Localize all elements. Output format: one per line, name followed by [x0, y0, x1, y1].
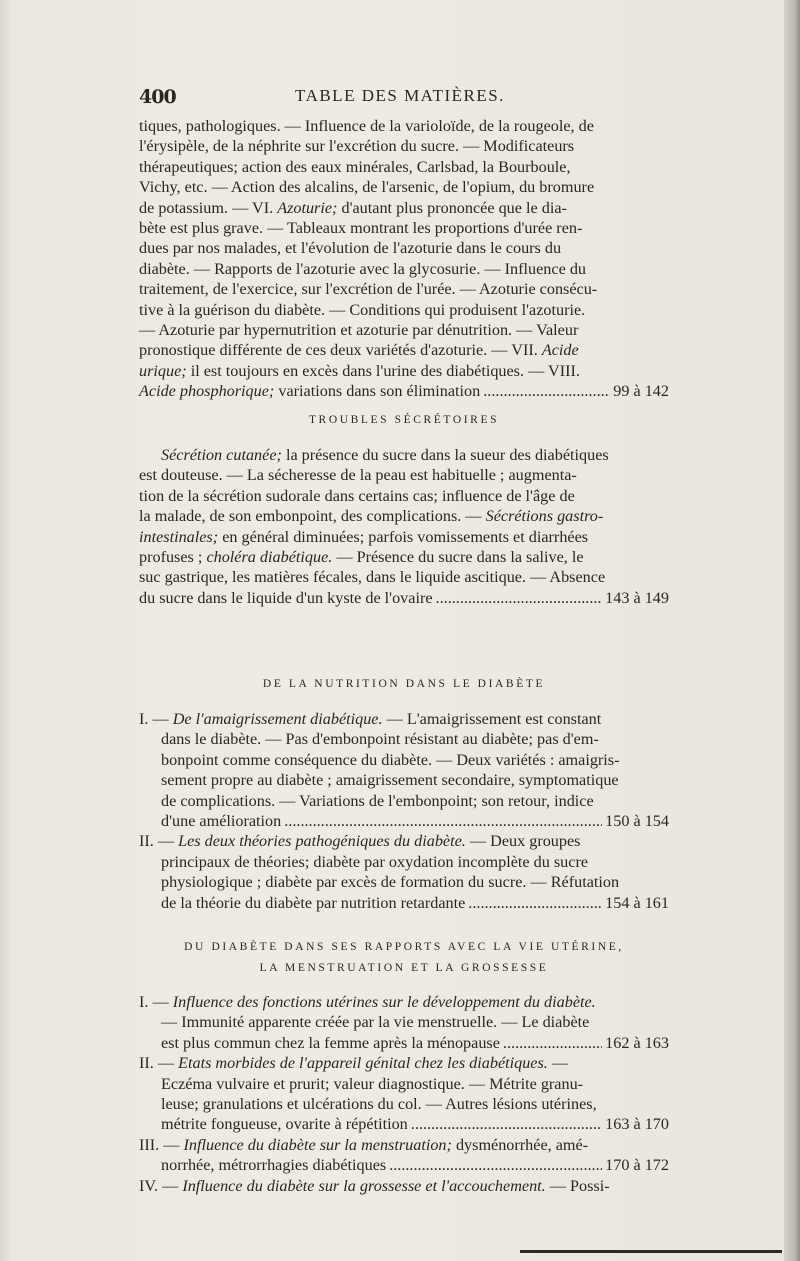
text-line: est douteuse. — La sécheresse de la peau est habituelle ; augmenta- [139, 466, 577, 485]
leader-dots [503, 1033, 602, 1053]
leader-dots [284, 811, 602, 831]
text-line: profuses ; choléra diabétique. — Présence du sucre dans la salive, le [139, 547, 584, 566]
section-heading: TROUBLES SÉCRÉTOIRES [308, 414, 500, 426]
leader-dots [468, 893, 602, 913]
text-line: dues par nos malades, et l'évolution de l'azoturie dans le cours du [139, 239, 562, 258]
text-line: la malade, de son embonpoint, des complications. — Sécrétions gastro- [139, 507, 604, 526]
text-line: I. — Influence des fonctions utérines sur le développement du diabète. [139, 993, 596, 1011]
text-line: dans le diabète. — Pas d'embonpoint résistant au diabète; pas d'em- [161, 730, 599, 749]
text-line: thérapeutiques; action des eaux minérales, Carlsbad, la Bourboule, [139, 157, 571, 176]
text-line: intestinales; en général diminuées; parfois vomissements et diarrhées [139, 527, 589, 546]
text-line: — Immunité apparente créée par la vie menstruelle. — Le diabète [161, 1013, 590, 1032]
text-line: principaux de théories; diabète par oxydation incomplète du sucre [161, 852, 589, 871]
text-line: Eczéma vulvaire et prurit; valeur diagnostique. — Métrite granu- [161, 1074, 584, 1093]
troubles-paragraph [139, 445, 669, 608]
text-line: I. — De l'amaigrissement diabétique. — L'amaigrissement est constant [139, 710, 602, 728]
text-line: sement propre au diabète ; amaigrissement secondaire, symptomatique [161, 771, 619, 790]
text-line: leuse; granulations et ulcérations du col. — Autres lésions utérines, [161, 1094, 597, 1113]
leader-dots [389, 1155, 602, 1175]
text-line: pronostique différente de ces deux variétés d'azoturie. — VII. Acide [139, 341, 579, 360]
page-number: 400 [139, 86, 176, 108]
section-heading: DU DIABÈTE DANS SES RAPPORTS AVEC LA VIE UTÉRINE, [184, 941, 624, 953]
text-line: III. — Influence du diabète sur la menstruation; dysménorrhée, amé- [139, 1135, 589, 1154]
toc-entry-amaigrissement[interactable]: d'une amélioration ..... 150 à 154 [139, 811, 669, 831]
text-line: tion de la sécrétion sudorale dans certains cas; influence de l'âge de [139, 486, 575, 505]
toc-entry-acide-phosphorique[interactable]: Acide phosphorique; variations dans son élimination ..... 99 à 142 [139, 381, 669, 401]
running-title: TABLE DES MATIÈRES. [295, 86, 505, 105]
page-range: 170 à 172 [605, 1156, 669, 1175]
page-range: 99 à 142 [613, 382, 669, 401]
text-line: urique; il est toujours en excès dans l'urine des diabétiques. — VIII. [139, 361, 580, 380]
page-range: 162 à 163 [605, 1033, 669, 1052]
text-line: de potassium. — VI. Azoturie; d'autant plus prononcée que le dia- [139, 198, 567, 217]
text-line: traitement, de l'exercice, sur l'excrétion de l'urée. — Azoturie consécu- [139, 280, 598, 299]
text-line: suc gastrique, les matières fécales, dans le liquide ascitique. — Absence [139, 568, 606, 587]
page-range: 143 à 149 [605, 588, 669, 607]
section-heading: DE LA NUTRITION DANS LE DIABÈTE [262, 678, 546, 690]
text-line: bète est plus grave. — Tableaux montrant les proportions d'urée ren- [139, 218, 583, 237]
text-line: tiques, pathologiques. — Influence de la varioloïde, de la rougeole, de [139, 117, 594, 135]
text-line: Sécrétion cutanée; la présence du sucre dans la sueur des diabétiques [161, 446, 609, 464]
leader-dots [483, 381, 610, 401]
leader-dots [436, 588, 603, 608]
text-line: II. — Etats morbides de l'appareil génital chez les diabétiques. — [139, 1054, 569, 1073]
text-line: diabète. — Rapports de l'azoturie avec la glycosurie. — Influence du [139, 259, 587, 278]
text-line: II. — Les deux théories pathogéniques du diabète. — Deux groupes [139, 832, 581, 851]
page-range: 150 à 154 [605, 811, 669, 830]
text-line: tive à la guérison du diabète. — Conditions qui produisent l'azoturie. [139, 300, 586, 319]
text-line: l'érysipèle, de la néphrite sur l'excrétion du sucre. — Modificateurs [139, 137, 575, 156]
toc-entry-menstruation[interactable]: norrhée, métrorrhagies diabétiques ..... 170 à 172 [139, 1155, 669, 1175]
page-header [0, 86, 800, 110]
page-range: 154 à 161 [605, 893, 669, 912]
text-line: physiologique ; diabète par excès de formation du sucre. — Réfutation [161, 873, 620, 892]
toc-entry-theories[interactable]: de la théorie du diabète par nutrition retardante ..... 154 à 161 [139, 893, 669, 913]
text-line: Vichy, etc. — Action des alcalins, de l'arsenic, de l'opium, du bromure [139, 178, 595, 197]
section-heading-line-2: LA MENSTRUATION ET LA GROSSESSE [259, 962, 549, 974]
text-line: IV. — Influence du diabète sur la grossesse et l'accouchement. — Possi- [139, 1176, 610, 1195]
toc-entry-menopause[interactable]: est plus commun chez la femme après la ménopause ..... 162 à 163 [139, 1033, 669, 1053]
uterine-entries [139, 992, 669, 1196]
toc-entry-kyste-ovaire[interactable]: du sucre dans le liquide d'un kyste de l'ovaire ..... 143 à 149 [139, 588, 669, 608]
page-left-edge [0, 0, 10, 1261]
text-line: — Azoturie par hypernutrition et azoturie par dénutrition. — Valeur [139, 320, 579, 339]
bottom-edge-rule [520, 1250, 782, 1253]
text-line: de complications. — Variations de l'embonpoint; son retour, indice [161, 791, 594, 810]
intro-paragraph [139, 116, 669, 401]
page-binding-shadow [784, 0, 800, 1261]
nutrition-entries [139, 709, 669, 913]
toc-entry-metrite[interactable]: métrite fongueuse, ovarite à répétition ..... 163 à 170 [139, 1114, 669, 1134]
leader-dots [411, 1114, 602, 1134]
page-range: 163 à 170 [605, 1115, 669, 1134]
text-line: bonpoint comme conséquence du diabète. — Deux variétés : amaigris- [161, 750, 620, 769]
